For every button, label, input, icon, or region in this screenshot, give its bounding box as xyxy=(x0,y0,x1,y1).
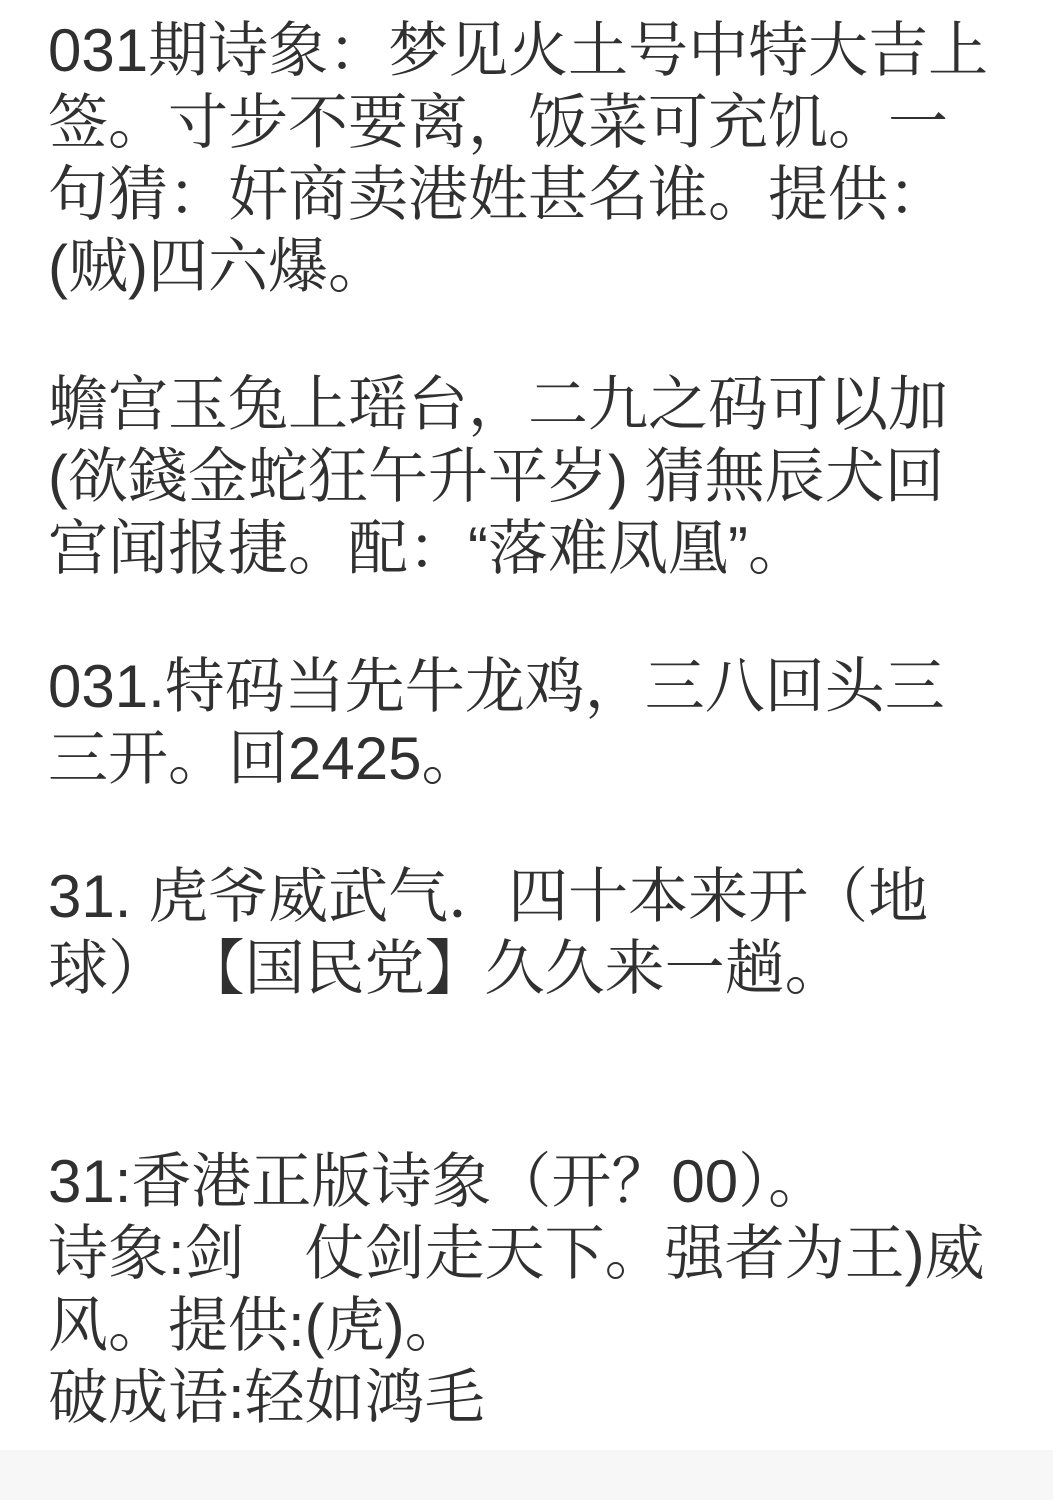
post-line-idiom: 破成语:轻如鸿毛 xyxy=(48,1364,485,1431)
content-end-band xyxy=(0,1450,1053,1500)
post-line-hk-version: 31:香港正版诗象（开？00）。 xyxy=(48,1148,829,1215)
post-paragraph-tiger: 31. 虎爷威武气．四十本来开（地球） 【国民党】久久来一趟。 xyxy=(48,863,929,1002)
post-paragraph-special-code: 031.特码当先牛龙鸡，三八回头三三开。回2425。 xyxy=(48,653,945,792)
post-paragraph-hk-version xyxy=(48,1146,1003,1434)
post-paragraph-poem-2: 蟾宫玉兔上瑶台，二九之码可以加(欲錢金蛇狂午升平岁) 猜無辰犬回宫闻报捷。配：“落难凤凰”。 xyxy=(48,371,948,582)
post-paragraph-poem-1: 031期诗象：梦见火土号中特大吉上签。寸步不要离，饭菜可充饥。一句猜：奸商卖港姓甚名谁。提供：(贼)四六爆。 xyxy=(48,17,989,300)
post-line-shixiang: 诗象:剑 仗剑走天下。强者为王)威风。提供:(虎)。 xyxy=(48,1220,985,1359)
